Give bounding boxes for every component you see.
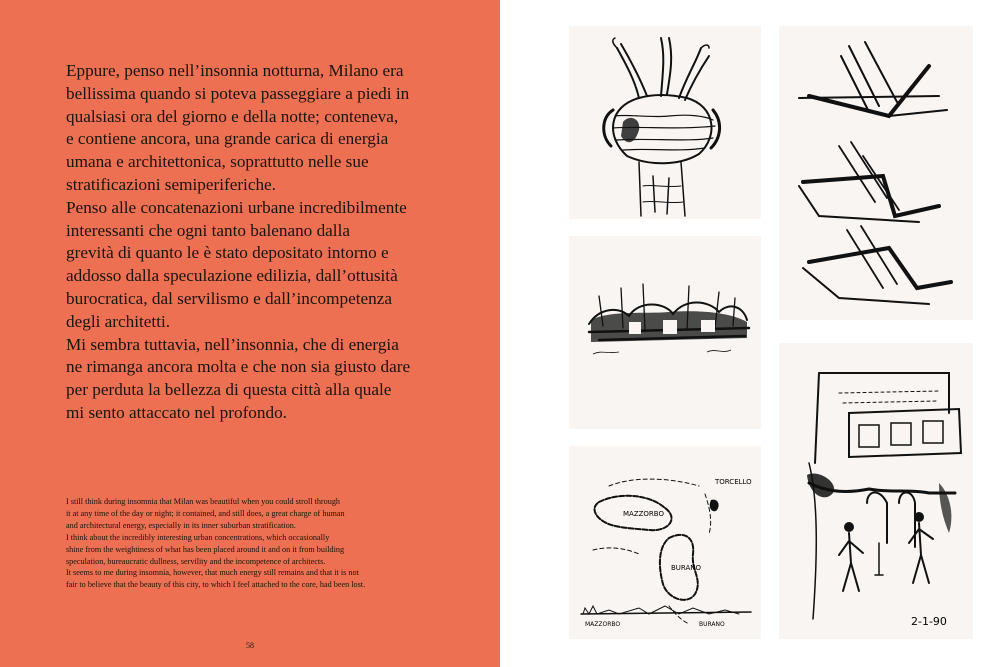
sketch-landscape [569,236,761,429]
sketch-building [779,343,973,639]
italian-text [66,60,466,425]
sketch-tower-drawing [569,26,761,219]
italian-paragraph-1: Eppure, penso nell’insonnia notturna, Milano era bellissima quando si poteva passeggiare a piedi in qualsiasi ora del giorno e della notte; conteneva, e contiene ancora, una grande carica di energia umana e architettonica, soprattutto nelle sue stratificazioni semiperiferiche. [66,61,410,194]
sketch-structures [779,26,973,320]
english-paragraph-3: It seems to me during insomnia, however, that much energy still remains and that it is not fair to believe that the beauty of this city, to which I feel attached to the core, had been lost. [66,568,366,590]
skyline-label-burano: BURANO [699,621,725,628]
english-paragraph-2: I think about the incredibly interesting urban concentrations, which occasionally shine from the weightiness of what has been placed around it and on it from building speculation, bureaucratic dullness, servility and the incompetence of architects. [66,532,345,566]
sketch-structures-drawing [779,26,973,320]
english-paragraph-1: I still think during insomnia that Milan was beautiful when you could stroll through it at any time of the day or night; it contained, and still does, a great charge of human and architectural energy, especially in its inner suburban stratification. [66,497,345,530]
sketch-map-drawing [569,446,761,639]
sketch-date: 2-1-90 [911,615,947,628]
skyline-label-mazzorbo: MAZZORBO [585,621,621,628]
sketch-building-drawing [779,343,973,639]
map-label-burano: BURANO [671,564,702,572]
italian-paragraph-3: Mi sembra tuttavia, nell’insonnia, che di energia ne rimanga ancora molta e che non sia giusto dare per perduta la bellezza di questa città alla quale mi sento attaccato nel profondo. [66,334,411,422]
sketch-landscape-drawing [569,236,761,429]
map-label-mazzorbo: MAZZORBO [623,510,664,518]
right-page [500,0,1000,667]
english-translation [66,496,476,591]
sketch-tower [569,26,761,219]
italian-paragraph-2: Penso alle concatenazioni urbane incredibilmente interessanti che ogni tanto balenano dalla grevità di quanto le è stato depositato intorno e addosso dalla speculazione edilizia, dall’ottusità burocratica, dal servilismo e dall’incompetenza degli architetti. [66,197,407,331]
page-number: 58 [246,641,254,650]
map-label-torcello: TORCELLO [715,478,752,486]
sketch-map [569,446,761,639]
